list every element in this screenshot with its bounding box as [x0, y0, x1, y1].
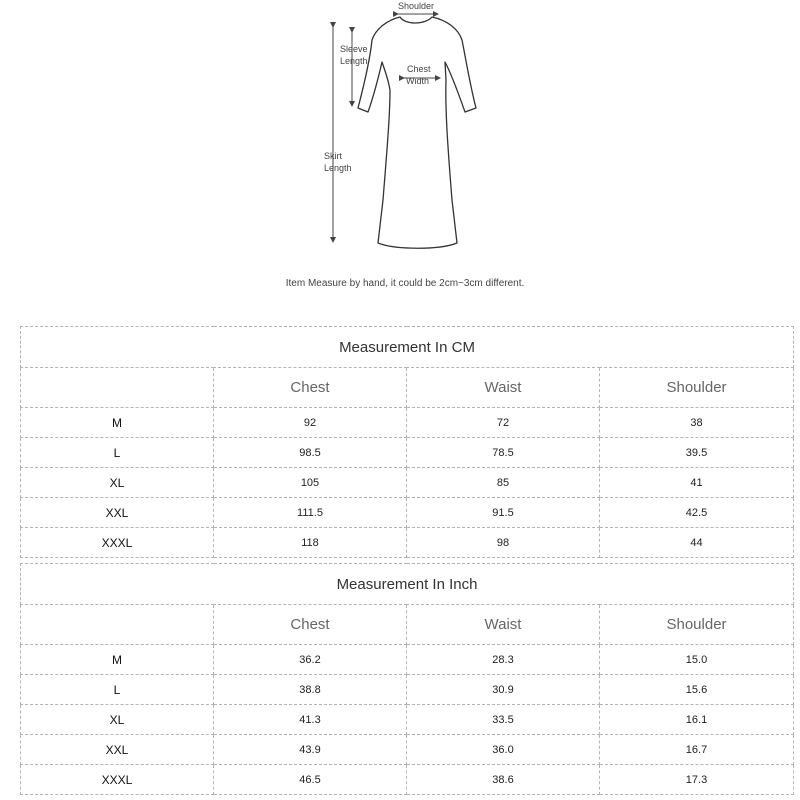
table-row: [21, 438, 794, 468]
table-row: [21, 675, 794, 705]
header-chest: Chest: [214, 368, 407, 408]
size-label: XXL: [21, 498, 214, 528]
shoulder-value: 44: [600, 528, 794, 558]
waist-value: 28.3: [407, 645, 600, 675]
chest-value: 98.5: [214, 438, 407, 468]
waist-value: 72: [407, 408, 600, 438]
waist-value: 30.9: [407, 675, 600, 705]
table-header-row: [21, 368, 794, 408]
chest-value: 41.3: [214, 705, 407, 735]
measurement-note: Item Measure by hand, it could be 2cm~3cm different.: [285, 278, 525, 289]
header-shoulder: Shoulder: [600, 368, 794, 408]
chest-value: 46.5: [214, 765, 407, 795]
dress-outline: [358, 17, 476, 248]
shoulder-value: 41: [600, 468, 794, 498]
shoulder-value: 16.1: [600, 705, 794, 735]
size-label: XXXL: [21, 528, 214, 558]
table-row: [21, 408, 794, 438]
shoulder-value: 15.0: [600, 645, 794, 675]
table-row: [21, 735, 794, 765]
table-row: [21, 765, 794, 795]
waist-value: 91.5: [407, 498, 600, 528]
header-waist: Waist: [407, 368, 600, 408]
waist-value: 38.6: [407, 765, 600, 795]
header-waist: Waist: [407, 605, 600, 645]
waist-value: 85: [407, 468, 600, 498]
header-chest: Chest: [214, 605, 407, 645]
sleeve-length-label-2: Length: [340, 56, 368, 66]
shoulder-value: 42.5: [600, 498, 794, 528]
size-label: M: [21, 408, 214, 438]
shoulder-label: Shoulder: [398, 1, 435, 11]
table-row: [21, 468, 794, 498]
dress-measurement-diagram: [300, 0, 500, 250]
shoulder-value: 17.3: [600, 765, 794, 795]
table-header-row: [21, 605, 794, 645]
waist-value: 33.5: [407, 705, 600, 735]
shoulder-value: 38: [600, 408, 794, 438]
size-label: XXXL: [21, 765, 214, 795]
chest-value: 118: [214, 528, 407, 558]
header-cell: [21, 368, 214, 408]
size-label: L: [21, 438, 214, 468]
shoulder-value: 39.5: [600, 438, 794, 468]
size-label: XL: [21, 468, 214, 498]
header-shoulder: Shoulder: [600, 605, 794, 645]
size-table-inch: [20, 563, 794, 795]
table-title-inch: Measurement In Inch: [21, 564, 794, 605]
chest-value: 105: [214, 468, 407, 498]
size-label: XXL: [21, 735, 214, 765]
skirt-length-label-2: Length: [324, 163, 352, 173]
table-row: [21, 528, 794, 558]
waist-value: 36.0: [407, 735, 600, 765]
waist-value: 78.5: [407, 438, 600, 468]
size-label: XL: [21, 705, 214, 735]
chest-value: 36.2: [214, 645, 407, 675]
shoulder-value: 15.6: [600, 675, 794, 705]
header-cell: [21, 605, 214, 645]
size-label: M: [21, 645, 214, 675]
chest-width-label-2: Width: [406, 76, 430, 86]
table-row: [21, 705, 794, 735]
table-row: [21, 498, 794, 528]
chest-value: 38.8: [214, 675, 407, 705]
waist-value: 98: [407, 528, 600, 558]
size-table-cm: [20, 326, 794, 558]
chest-value: 111.5: [214, 498, 407, 528]
table-row: [21, 645, 794, 675]
sleeve-length-label-1: Sleeve: [340, 44, 368, 54]
chest-width-label-1: Chest: [407, 64, 431, 74]
size-label: L: [21, 675, 214, 705]
chest-value: 43.9: [214, 735, 407, 765]
table-title-cm: Measurement In CM: [21, 327, 794, 368]
shoulder-value: 16.7: [600, 735, 794, 765]
skirt-length-label-1: Skirt: [324, 151, 342, 161]
chest-value: 92: [214, 408, 407, 438]
